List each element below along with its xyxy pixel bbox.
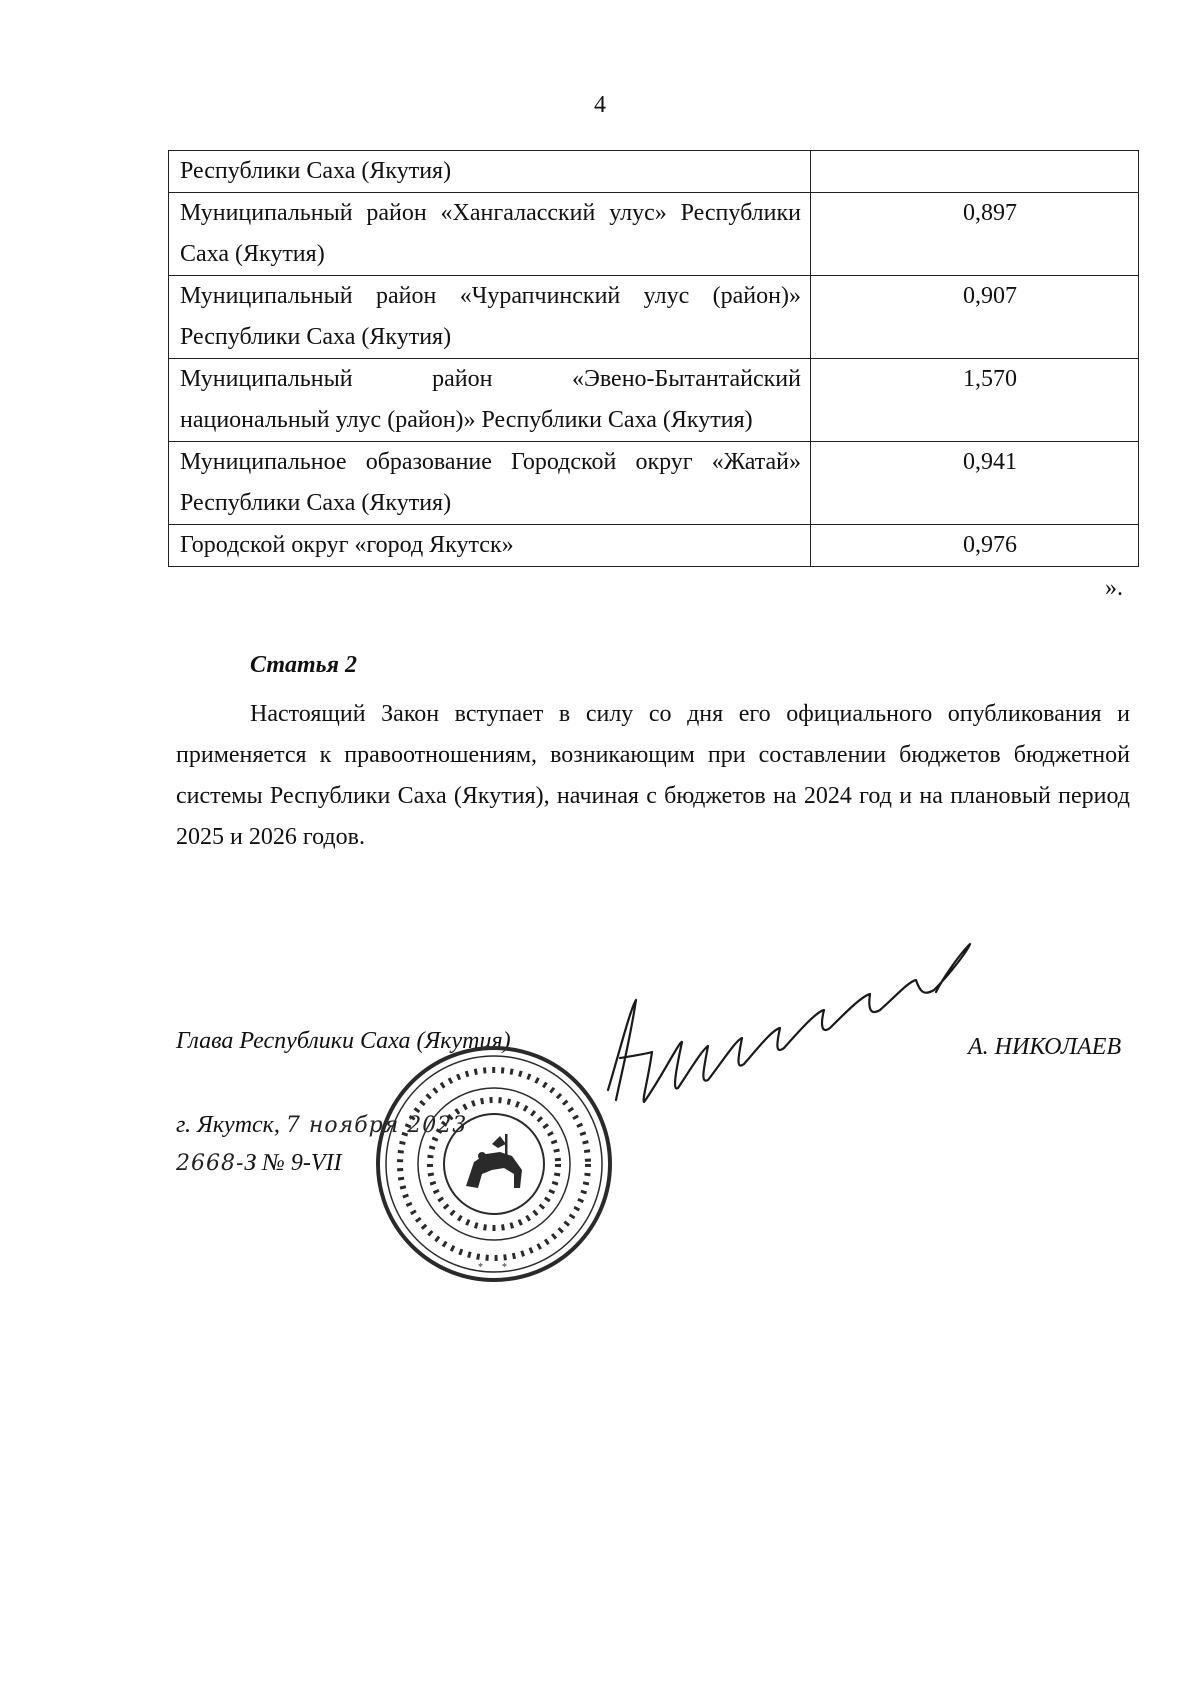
- table-cell-value: 0,976: [811, 525, 1139, 567]
- table-cell-name: Муниципальный район «Хангаласский улус» Республики Саха (Якутия): [169, 193, 811, 276]
- table-cell-name: Муниципальный район «Эвено-Бытантайский национальный улус (район)» Республики Саха (Якутия): [169, 359, 811, 442]
- place-label: г. Якутск,: [176, 1112, 280, 1138]
- emblem-icon: [466, 1134, 522, 1188]
- table-cell-name: Муниципальный район «Чурапчинский улус (район)» Республики Саха (Якутия): [169, 276, 811, 359]
- svg-text:*: *: [478, 1262, 483, 1273]
- signer-name: А. НИКОЛАЕВ: [968, 1034, 1122, 1060]
- table-row: [169, 151, 1139, 193]
- table-cell-value: 0,941: [811, 442, 1139, 525]
- handwritten-date: 7 ноября 2023: [285, 1113, 468, 1138]
- table-cell-value: [811, 151, 1139, 193]
- law-number-line: [176, 1150, 342, 1177]
- table-cell-name: Муниципальное образование Городской округ «Жатай» Республики Саха (Якутия): [169, 442, 811, 525]
- table-cell-value: 1,570: [811, 359, 1139, 442]
- coefficients-table: [168, 150, 1139, 567]
- svg-text:*: *: [502, 1262, 507, 1273]
- law-number-suffix: З № 9-VII: [244, 1150, 342, 1176]
- table-row: [169, 193, 1139, 276]
- table-cell-name: Городской округ «город Якутск»: [169, 525, 811, 567]
- closing-quote: ».: [1105, 575, 1123, 601]
- official-seal: [374, 1044, 614, 1284]
- table-row: [169, 525, 1139, 567]
- table-row: [169, 276, 1139, 359]
- table-row: [169, 442, 1139, 525]
- handwritten-signature: [590, 930, 990, 1150]
- page-number: 4: [594, 92, 606, 118]
- article-heading: Статья 2: [250, 652, 358, 678]
- table-cell-value: 0,897: [811, 193, 1139, 276]
- table-cell-value: 0,907: [811, 276, 1139, 359]
- article-text: Настоящий Закон вступает в силу со дня его официального опубликования и применяется к правоотношениям, возникающим при составлении бюджетов бюджетной системы Республики Саха (Якутия), начиная с бюджетов на 2024 год и на плановый период 2025 и 2026 годов.: [176, 701, 1130, 850]
- table-cell-name: Республики Саха (Якутия): [169, 151, 811, 193]
- signer-title: Глава Республики Саха (Якутия): [176, 1028, 511, 1054]
- handwritten-number: 2668-: [176, 1151, 245, 1176]
- table-row: [169, 359, 1139, 442]
